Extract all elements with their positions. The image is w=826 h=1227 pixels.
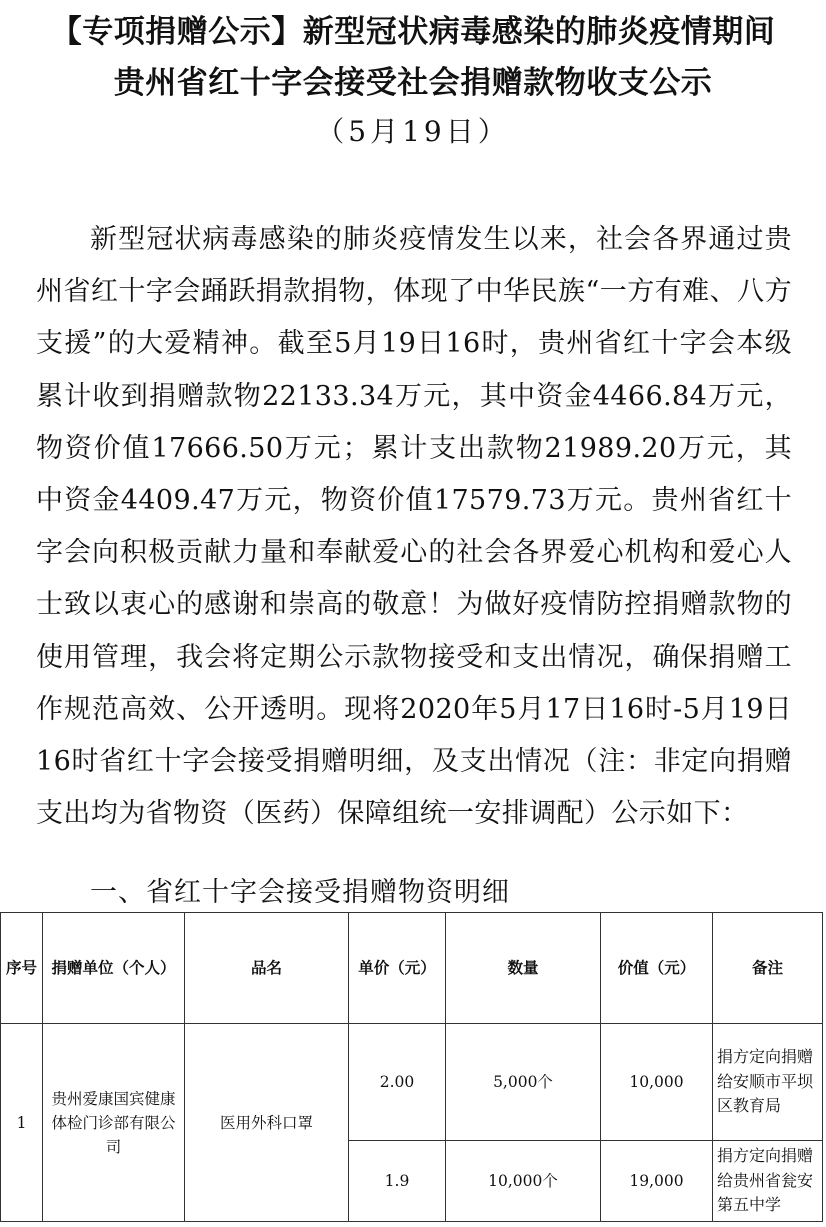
table-header-row (1, 913, 823, 1024)
cell-quantity: 10,000个 (446, 1141, 601, 1222)
cell-unit-price: 2.00 (349, 1024, 446, 1141)
cell-remark: 捐方定向捐赠给贵州省瓮安第五中学 (713, 1141, 823, 1222)
intro-paragraph: 新型冠状病毒感染的肺炎疫情发生以来，社会各界通过贵州省红十字会踊跃捐款捐物，体现了中华民族“一方有难、八方支援”的大爱精神。截至5月19日16时，贵州省红十字会本级累计收到捐赠款物22133.34万元，其中资金4466.84万元，物资价值17666.50万元；累计支出款物21989.20万元，其中资金4409.47万元，物资价值17579.73万元。贵州省红十字会向积极贡献力量和奉献爱心的社会各界爱心机构和爱心人士致以衷心的感谢和崇高的敬意！为做好疫情防控捐赠款物的使用管理，我会将定期公示款物接受和支出情况，确保捐赠工作规范高效、公开透明。现将2020年5月17日16时-5月19日16时省红十字会接受捐赠明细，及支出情况（注：非定向捐赠支出均为省物资（医药）保障组统一安排调配）公示如下： (36, 224, 792, 830)
header-donor: 捐赠单位（个人） (43, 913, 185, 1024)
cell-remark: 捐方定向捐赠给安顺市平坝区教育局 (713, 1024, 823, 1141)
header-item: 品名 (185, 913, 349, 1024)
title-line-2: 贵州省红十字会接受社会捐赠款物收支公示 (113, 65, 713, 101)
publish-date: （5月19日） (316, 115, 510, 148)
donation-table (0, 912, 823, 1222)
cell-value: 19,000 (601, 1141, 713, 1222)
title-line-1: 【专项捐赠公示】新型冠状病毒感染的肺炎疫情期间 (50, 14, 776, 50)
header-remark: 备注 (713, 913, 823, 1024)
cell-unit-price: 1.9 (349, 1141, 446, 1222)
cell-quantity: 5,000个 (446, 1024, 601, 1141)
header-value: 价值（元） (601, 913, 713, 1024)
header-quantity: 数量 (446, 913, 601, 1024)
table-row (1, 1024, 823, 1141)
section-heading: 一、省红十字会接受捐赠物资明细 (90, 877, 510, 908)
cell-value: 10,000 (601, 1024, 713, 1141)
cell-donor: 贵州爱康国宾健康体检门诊部有限公司 (43, 1024, 185, 1222)
header-unit-price: 单价（元） (349, 913, 446, 1024)
cell-item: 医用外科口罩 (185, 1024, 349, 1222)
cell-no: 1 (1, 1024, 43, 1222)
header-no: 序号 (1, 913, 43, 1024)
